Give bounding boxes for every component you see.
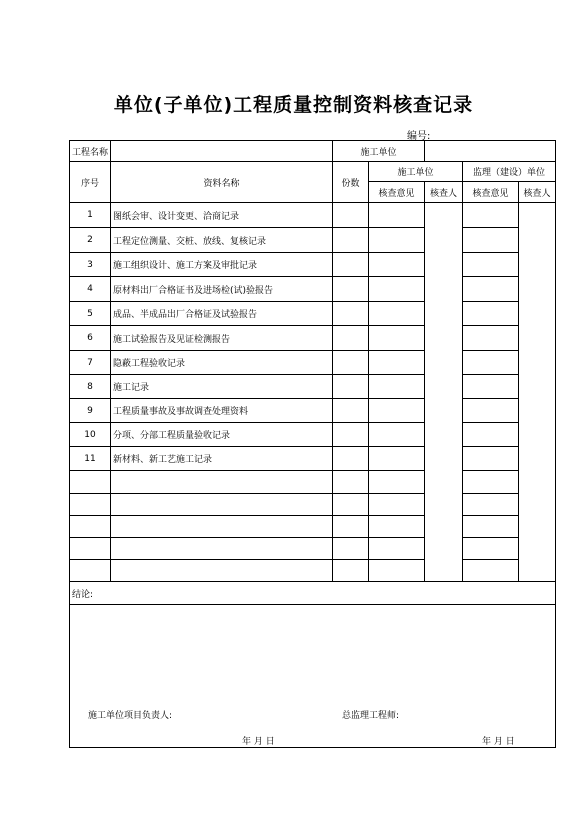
row-supervision-opinion-cell[interactable] [463, 399, 519, 423]
row-construction-opinion-cell[interactable] [369, 538, 425, 560]
row-construction-opinion-cell[interactable] [369, 423, 425, 447]
table-row [70, 516, 556, 538]
supervisor-sign-date: 年 月 日 [482, 737, 515, 747]
project-name-label: 工程名称 [70, 141, 111, 162]
row-construction-opinion-cell[interactable] [369, 302, 425, 326]
row-supervision-opinion-cell[interactable] [463, 471, 519, 494]
row-seq: 6 [70, 326, 111, 351]
row-seq: 11 [70, 447, 111, 471]
construction-manager-signature-label: 施工单位项目负责人: [88, 711, 173, 721]
row-construction-opinion-cell[interactable] [369, 253, 425, 277]
column-header-copies: 份数 [333, 162, 369, 203]
row-item-name [111, 494, 333, 516]
table-row [70, 423, 556, 447]
conclusion-area[interactable] [70, 605, 556, 748]
row-seq [70, 516, 111, 538]
row-copies-cell[interactable] [333, 203, 369, 228]
row-item-name: 施工组织设计、施工方案及审批记录 [111, 253, 333, 277]
row-copies-cell[interactable] [333, 423, 369, 447]
row-seq [70, 538, 111, 560]
row-copies-cell[interactable] [333, 538, 369, 560]
row-item-name: 施工记录 [111, 375, 333, 399]
row-seq: 2 [70, 228, 111, 253]
row-supervision-opinion-cell[interactable] [463, 326, 519, 351]
table-row [70, 277, 556, 302]
row-copies-cell[interactable] [333, 326, 369, 351]
table-row [70, 228, 556, 253]
table-row [70, 203, 556, 228]
row-supervision-opinion-cell[interactable] [463, 228, 519, 253]
row-construction-opinion-cell[interactable] [369, 399, 425, 423]
table-row [70, 302, 556, 326]
row-construction-opinion-cell[interactable] [369, 447, 425, 471]
row-seq: 8 [70, 375, 111, 399]
row-copies-cell[interactable] [333, 399, 369, 423]
row-copies-cell[interactable] [333, 471, 369, 494]
row-construction-opinion-cell[interactable] [369, 277, 425, 302]
row-supervision-opinion-cell[interactable] [463, 375, 519, 399]
row-copies-cell[interactable] [333, 302, 369, 326]
column-header-name: 资料名称 [111, 162, 333, 203]
table-row [70, 560, 556, 582]
row-item-name: 分项、分部工程质量验收记录 [111, 423, 333, 447]
row-seq: 4 [70, 277, 111, 302]
row-copies-cell[interactable] [333, 351, 369, 375]
row-construction-opinion-cell[interactable] [369, 494, 425, 516]
row-item-name: 新材料、新工艺施工记录 [111, 447, 333, 471]
table-row [70, 375, 556, 399]
column-header-supervision-unit: 监理（建设）单位 [463, 162, 556, 182]
table-row [70, 538, 556, 560]
table-row [70, 326, 556, 351]
row-item-name: 隐蔽工程验收记录 [111, 351, 333, 375]
table-row [70, 447, 556, 471]
column-header-construction-unit: 施工单位 [369, 162, 463, 182]
row-item-name: 图纸会审、设计变更、洽商记录 [111, 203, 333, 228]
row-supervision-opinion-cell[interactable] [463, 560, 519, 582]
row-construction-opinion-cell[interactable] [369, 471, 425, 494]
table-row [70, 253, 556, 277]
construction-unit-value[interactable] [425, 141, 556, 162]
row-supervision-opinion-cell[interactable] [463, 302, 519, 326]
row-copies-cell[interactable] [333, 375, 369, 399]
row-supervision-opinion-cell[interactable] [463, 494, 519, 516]
construction-sign-date: 年 月 日 [242, 737, 275, 747]
row-copies-cell[interactable] [333, 277, 369, 302]
row-construction-opinion-cell[interactable] [369, 560, 425, 582]
table-row [70, 351, 556, 375]
column-header-supervision-checker: 核查人 [519, 182, 556, 203]
column-header-seq: 序号 [70, 162, 111, 203]
row-seq: 3 [70, 253, 111, 277]
row-item-name [111, 538, 333, 560]
row-seq [70, 494, 111, 516]
row-seq: 7 [70, 351, 111, 375]
row-seq: 10 [70, 423, 111, 447]
row-supervision-opinion-cell[interactable] [463, 516, 519, 538]
row-supervision-opinion-cell[interactable] [463, 423, 519, 447]
row-item-name [111, 516, 333, 538]
row-item-name: 工程定位测量、交桩、放线、复核记录 [111, 228, 333, 253]
column-header-supervision-opinion: 核查意见 [463, 182, 519, 203]
construction-checker-cell[interactable] [425, 203, 463, 582]
project-name-value[interactable] [111, 141, 333, 162]
row-seq [70, 560, 111, 582]
row-construction-opinion-cell[interactable] [369, 228, 425, 253]
row-supervision-opinion-cell[interactable] [463, 538, 519, 560]
supervision-checker-cell[interactable] [519, 203, 556, 582]
row-construction-opinion-cell[interactable] [369, 326, 425, 351]
serial-number-label: 编号: [407, 131, 431, 142]
row-seq [70, 471, 111, 494]
row-construction-opinion-cell[interactable] [369, 516, 425, 538]
table-row [70, 494, 556, 516]
conclusion-label: 结论: [70, 582, 556, 605]
row-item-name: 成品、半成品出厂合格证及试验报告 [111, 302, 333, 326]
row-item-name [111, 560, 333, 582]
row-copies-cell[interactable] [333, 516, 369, 538]
row-supervision-opinion-cell[interactable] [463, 447, 519, 471]
row-supervision-opinion-cell[interactable] [463, 253, 519, 277]
row-seq: 5 [70, 302, 111, 326]
table-row [70, 471, 556, 494]
row-seq: 9 [70, 399, 111, 423]
row-supervision-opinion-cell[interactable] [463, 203, 519, 228]
row-item-name: 施工试验报告及见证检测报告 [111, 326, 333, 351]
row-construction-opinion-cell[interactable] [369, 375, 425, 399]
row-item-name: 原材料出厂合格证书及进场检(试)验报告 [111, 277, 333, 302]
row-supervision-opinion-cell[interactable] [463, 351, 519, 375]
row-construction-opinion-cell[interactable] [369, 203, 425, 228]
row-copies-cell[interactable] [333, 494, 369, 516]
row-copies-cell[interactable] [333, 560, 369, 582]
table-row [70, 399, 556, 423]
page-title: 单位(子单位)工程质量控制资料核查记录 [113, 94, 474, 116]
row-seq: 1 [70, 203, 111, 228]
row-item-name: 工程质量事故及事故调查处理资料 [111, 399, 333, 423]
row-item-name [111, 471, 333, 494]
inspection-record-table [69, 140, 556, 748]
column-header-construction-checker: 核查人 [425, 182, 463, 203]
column-header-construction-opinion: 核查意见 [369, 182, 425, 203]
row-copies-cell[interactable] [333, 253, 369, 277]
construction-unit-label: 施工单位 [333, 141, 425, 162]
row-copies-cell[interactable] [333, 447, 369, 471]
chief-supervisor-signature-label: 总监理工程师: [342, 711, 400, 721]
row-copies-cell[interactable] [333, 228, 369, 253]
row-supervision-opinion-cell[interactable] [463, 277, 519, 302]
row-construction-opinion-cell[interactable] [369, 351, 425, 375]
